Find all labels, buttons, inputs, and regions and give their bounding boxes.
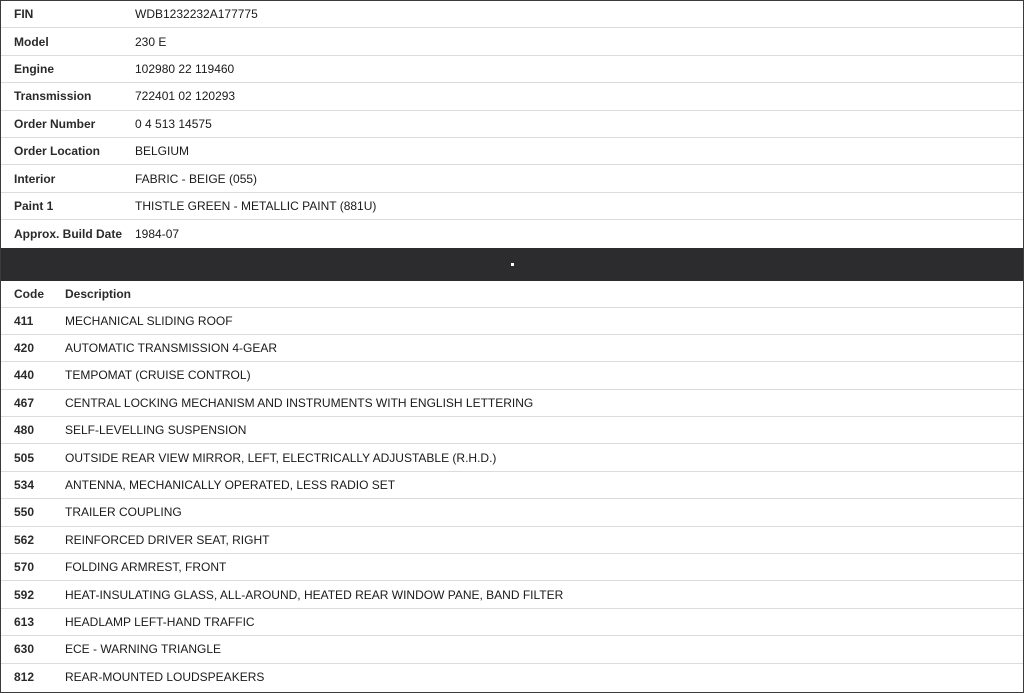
order-location-label: Order Location [14, 144, 101, 159]
option-code: 570 [14, 560, 35, 575]
vehicle-info-row-engine [1, 56, 1023, 83]
engine-value: 102980 22 119460 [135, 61, 235, 76]
fin-value: WDB1232232A177775 [135, 7, 258, 22]
description-column-header: Description [65, 286, 132, 301]
options-header-row [1, 281, 1023, 308]
option-row [1, 609, 1023, 636]
option-row [1, 308, 1023, 335]
section-divider-bar [1, 248, 1023, 281]
option-code: 420 [14, 341, 35, 356]
option-code: 505 [14, 450, 35, 465]
option-description: REINFORCED DRIVER SEAT, RIGHT [65, 532, 270, 547]
option-row [1, 554, 1023, 581]
option-row [1, 636, 1023, 663]
option-description: REAR-MOUNTED LOUDSPEAKERS [65, 670, 265, 685]
option-description: HEADLAMP LEFT-HAND TRAFFIC [65, 615, 255, 629]
order-number-label: Order Number [14, 116, 96, 131]
order-location-value: BELGIUM [135, 144, 190, 159]
transmission-label: Transmission [14, 89, 92, 104]
vehicle-info-row-interior [1, 165, 1023, 192]
option-row [1, 444, 1023, 471]
model-label: Model [14, 34, 49, 49]
option-description: ANTENNA, MECHANICALLY OPERATED, LESS RADIO SET [65, 478, 396, 493]
interior-value: FABRIC - BEIGE (055) [135, 171, 258, 186]
order-number-value: 0 4 513 14575 [135, 116, 212, 131]
option-code: 467 [14, 395, 35, 410]
transmission-value: 722401 02 120293 [135, 89, 236, 104]
option-code: 550 [14, 505, 35, 520]
vehicle-info-row-transmission [1, 83, 1023, 110]
option-row [1, 499, 1023, 526]
option-code: 480 [14, 423, 35, 438]
build-date-label: Approx. Build Date [14, 226, 123, 241]
option-description: HEAT-INSULATING GLASS, ALL-AROUND, HEATED REAR WINDOW PANE, BAND FILTER [65, 587, 564, 602]
vehicle-info-row-order-location [1, 138, 1023, 165]
option-row [1, 335, 1023, 362]
option-code: 592 [14, 587, 35, 602]
option-code: 812 [14, 670, 35, 685]
options-table [1, 281, 1023, 691]
fin-label: FIN [14, 7, 34, 22]
option-description: CENTRAL LOCKING MECHANISM AND INSTRUMENTS WITH ENGLISH LETTERING [65, 395, 534, 410]
vehicle-info-row-order-number [1, 111, 1023, 138]
option-description: AUTOMATIC TRANSMISSION 4-GEAR [65, 341, 278, 356]
option-row [1, 390, 1023, 417]
option-code: 613 [14, 615, 35, 629]
interior-label: Interior [14, 171, 56, 186]
paint-1-value: THISTLE GREEN - METALLIC PAINT (881U) [135, 198, 377, 213]
code-column-header: Code [14, 286, 44, 301]
option-code: 534 [14, 478, 35, 493]
option-description: ECE - WARNING TRIANGLE [65, 642, 222, 657]
option-description: SELF-LEVELLING SUSPENSION [65, 423, 247, 438]
option-description: MECHANICAL SLIDING ROOF [65, 313, 233, 328]
option-code: 630 [14, 642, 35, 657]
option-code: 440 [14, 368, 35, 383]
vehicle-info-row-paint-1 [1, 193, 1023, 220]
option-description: TRAILER COUPLING [65, 505, 182, 520]
option-code: 411 [14, 313, 34, 328]
engine-label: Engine [14, 61, 55, 76]
option-row [1, 664, 1023, 691]
option-row [1, 472, 1023, 499]
option-row [1, 417, 1023, 444]
option-row [1, 527, 1023, 554]
vehicle-info-row-build-date [1, 220, 1023, 247]
option-code: 562 [14, 532, 35, 547]
option-description: OUTSIDE REAR VIEW MIRROR, LEFT, ELECTRICALLY ADJUSTABLE (R.H.D.) [65, 450, 497, 465]
option-row [1, 581, 1023, 608]
divider-dot [511, 263, 514, 266]
paint-1-label: Paint 1 [14, 198, 54, 213]
option-description: FOLDING ARMREST, FRONT [65, 560, 227, 575]
vehicle-info-row-fin [1, 1, 1023, 28]
option-description: TEMPOMAT (CRUISE CONTROL) [65, 368, 251, 383]
vehicle-info-table [1, 1, 1023, 248]
model-value: 230 E [135, 34, 167, 49]
build-date-value: 1984-07 [135, 226, 180, 241]
vehicle-info-row-model [1, 28, 1023, 55]
option-row [1, 362, 1023, 389]
